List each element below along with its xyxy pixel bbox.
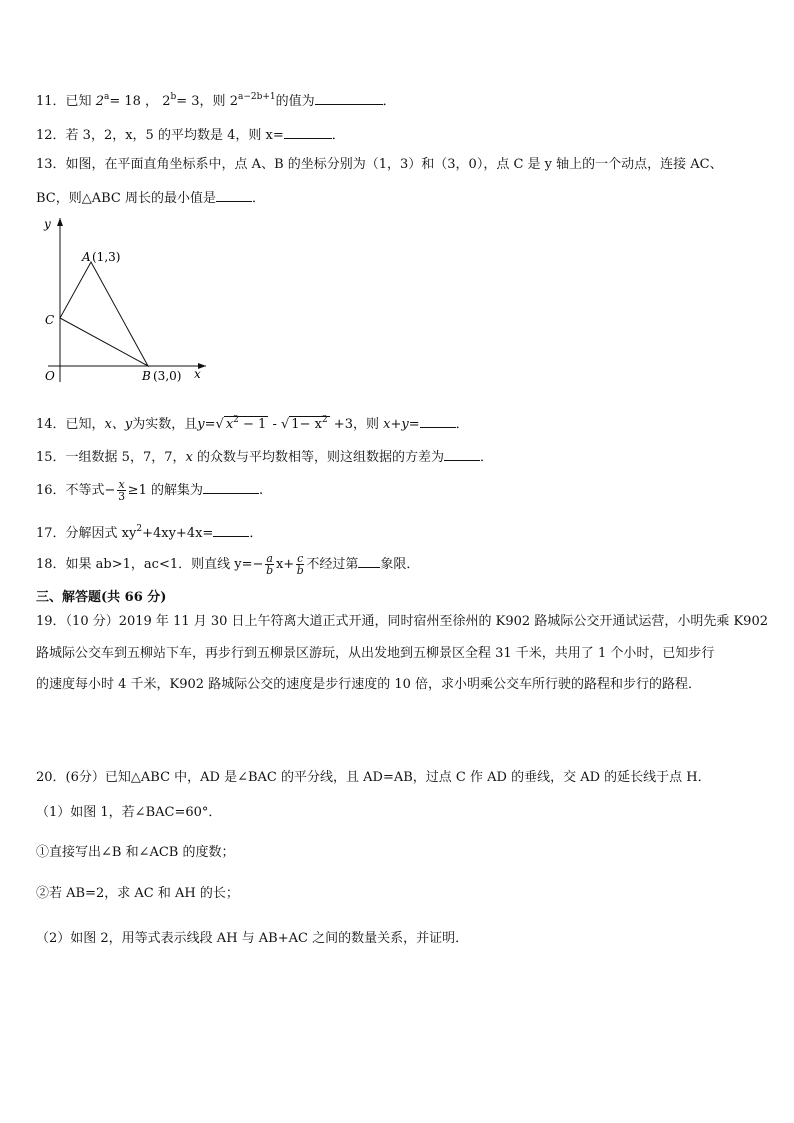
question-12: 12．若 3，2，x，5 的平均数是 4，则 x= ． (36, 128, 345, 143)
section-heading: 三、解答题(共 66 分) (36, 590, 167, 605)
x-axis-label: x (194, 367, 201, 381)
question-15: 15．一组数据 5，7，7，x 的众数与平均数相等，则这组数据的方差为 ． (36, 450, 493, 465)
point-c-label: C (45, 313, 55, 327)
answer-blank[interactable] (420, 415, 456, 428)
point-a-coord: (1,3) (92, 250, 121, 264)
point-b-coord: (3,0) (153, 369, 182, 383)
question-20-part2: （2）如图 2，用等式表示线段 AH 与 AB+AC 之间的数量关系，并证明． (36, 931, 469, 946)
question-20-part1: （1）如图 1，若∠BAC=60°． (36, 805, 222, 820)
answer-blank[interactable] (216, 189, 252, 202)
triangle-abc (60, 262, 148, 366)
point-b-label: B (142, 369, 151, 383)
answer-blank[interactable] (315, 92, 383, 105)
coordinate-figure (36, 212, 216, 392)
question-20-sub2: ②若 AB=2，求 AC 和 AH 的长； (36, 886, 239, 901)
y-axis-label: y (44, 217, 51, 231)
question-20-sub1: ①直接写出∠B 和∠ACB 的度数； (36, 845, 235, 860)
point-a-label: A (82, 250, 91, 264)
origin-label: O (45, 369, 55, 383)
answer-blank[interactable] (203, 481, 259, 494)
question-14: 14．已知，x、y为实数，且y=√ $x^2 - 1$ - √ $1- x^2 +3$，则 x+y= ． (36, 415, 469, 432)
answer-blank[interactable] (284, 126, 332, 139)
y-axis-arrow (57, 218, 63, 226)
question-19-line2: 路城际公交车到五柳站下车，再步行到五柳景区游玩，从出发地到五柳景区全程 31 千米，共用了 1 个小时，已知步行 (36, 646, 715, 661)
answer-blank[interactable] (444, 448, 480, 461)
question-19-line1: 19．（10 分）2019 年 11 月 30 日上午符离大道正式开通，同时宿州至徐州的 K902 路城际公交开通试运营，小明先乘 K902 (36, 614, 768, 629)
question-18: 18．如果 ab>1，ac<1．则直线 y=− $\frac{a}{b} x+$ $\frac{c}{b}$ 不经过第 象限． (36, 552, 420, 577)
answer-blank[interactable] (213, 524, 249, 537)
answer-blank[interactable] (358, 555, 380, 568)
question-11: 11．已知 $2^a= 18$ ， $2^b= 3$，则 $2^{a-2b+1}$的值为 ． (36, 92, 396, 109)
question-19-line3: 的速度每小时 4 千米，K902 路城际公交的速度是步行速度的 10 倍，求小明乘公交车所行驶的路程和步行的路程． (36, 677, 702, 692)
question-13-line2: BC，则△ABC 周长的最小值是 ． (36, 191, 266, 206)
question-20-line1: 20．(6分）已知△ABC 中，AD 是∠BAC 的平分线，且 AD=AB，过点 C 作 AD 的垂线，交 AD 的延长线于点 H． (36, 770, 711, 785)
question-13-line1: 13．如图，在平面直角坐标系中，点 A、B 的坐标分别为（1，3）和（3，0），点 C 是 y 轴上的一个动点，连接 AC、 (36, 157, 723, 172)
question-17: 17．分解因式 $xy^2+4xy+4x=$ ． (36, 524, 263, 541)
question-16: 16．不等式− $\frac{x}{3}$ ≥1 的解集为 . (36, 478, 264, 503)
